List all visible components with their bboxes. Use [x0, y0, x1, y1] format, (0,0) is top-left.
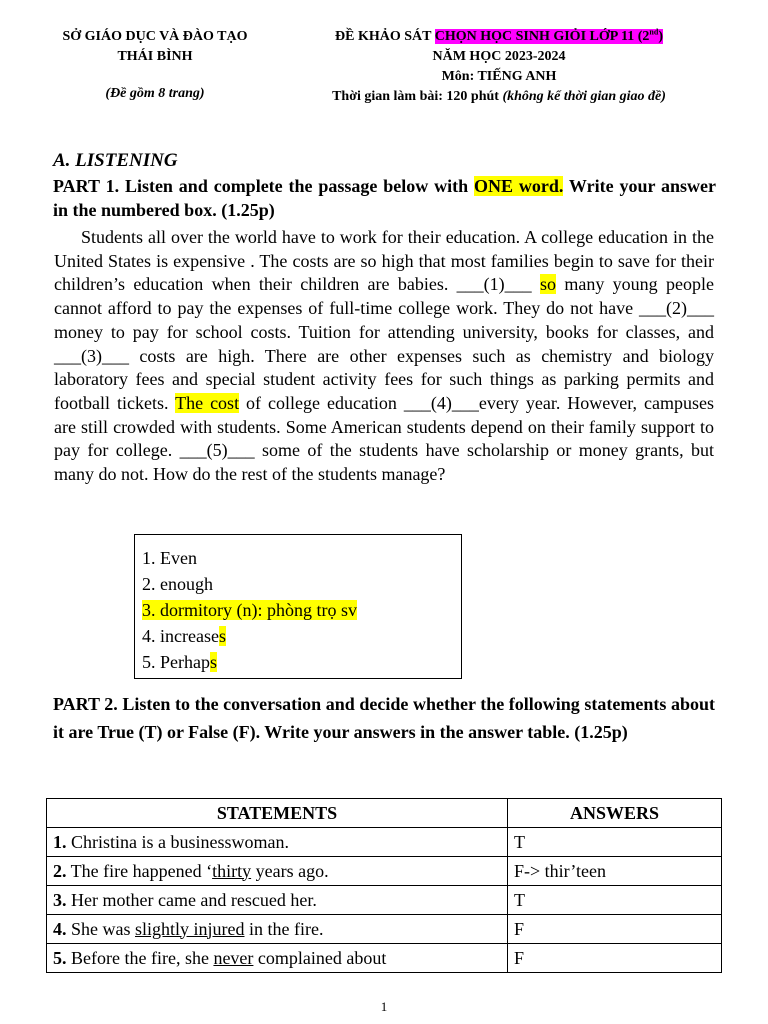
passage-text-3: many young people cannot afford to pay the expenses of full-time college work. They do not have ___(2)___ money to pay for school costs. Tuition for attending university, books for classes, and ___(3)___ costs are high. There are other expenses such as chemistry and biology laboratory fees and special student activity fees for such things as parking permits and football tickets. — [54, 274, 714, 413]
answer-4-main: 4. increase — [142, 626, 219, 646]
exam-title-close: ) — [658, 29, 663, 44]
exam-title-prefix: ĐỀ KHẢO SÁT — [335, 29, 435, 44]
subject: Môn: TIẾNG ANH — [441, 69, 557, 84]
answer-5-main: 5. Perhap — [142, 652, 210, 672]
table-row — [47, 857, 722, 886]
exam-title-highlight-text: CHỌN HỌC SINH GIỎI LỚP 11 (2 — [434, 29, 650, 44]
passage-text-1: Students all over the world have to work for their education. A college education in the United States is expensive . The costs are so high that most families begin to save for their children’s education when their children are babies. ___(1)___ — [54, 227, 714, 295]
answer-cell: T — [508, 828, 722, 857]
table-header-row — [47, 799, 722, 828]
answer-1: 1. Even — [142, 548, 197, 568]
statement-text: Before the fire, she — [66, 947, 214, 968]
passage-text-5: of college education ___(4)___every year. However, campuses are still crowded with students. Some American students depend on their family support to pay for college. ___(5)___ some of the students have scholarship or money grants, but many do not. How do the rest of the students manage? — [54, 392, 715, 485]
statement-underlined: never — [213, 947, 254, 968]
part1-text-1: PART 1. Listen and complete the passage below with — [53, 176, 475, 196]
statement-underlined: thirty — [212, 860, 252, 881]
passage-highlight-so: so — [540, 274, 557, 295]
statement-cell — [47, 886, 508, 915]
part1-text-3: Write your answer in the numbered box. (1.25p) — [53, 176, 716, 220]
passage-highlight-the-cost: The cost — [175, 392, 240, 413]
answer-cell: F — [508, 944, 722, 973]
page-number: 1 — [380, 999, 388, 1014]
statement-text: years ago. — [251, 860, 329, 881]
answer-cell: T — [508, 886, 722, 915]
province-name: THÁI BÌNH — [117, 49, 193, 64]
exam-title-highlight — [435, 29, 663, 44]
table-row — [47, 886, 722, 915]
statement-number: 1. — [53, 831, 67, 852]
answers-header: ANSWERS — [508, 799, 722, 828]
exam-time — [300, 87, 698, 107]
statement-text: Her mother came and rescued her. — [66, 889, 317, 910]
statement-text: in the fire. — [244, 918, 324, 939]
exam-time-main: Thời gian làm bài: 120 phút — [332, 89, 503, 104]
header-left — [40, 27, 270, 104]
passage-paragraph — [54, 226, 714, 487]
statement-text: Christina is a businesswoman. — [66, 831, 289, 852]
part2-instructions: PART 2. Listen to the conversation and decide whether the following statements about it are True (T) or False (F). Write your answers in the answer table. (1.25p) — [53, 694, 715, 742]
page-count-note: (Đề gồm 8 trang) — [105, 86, 205, 101]
statement-number: 5. — [53, 947, 67, 968]
answer-cell: F — [508, 915, 722, 944]
statement-number: 3. — [53, 889, 67, 910]
statement-text: She was — [66, 918, 135, 939]
answer-5 — [142, 649, 461, 675]
table-row — [47, 828, 722, 857]
answer-3-text: 3. dormitory (n): phòng trọ sv — [142, 600, 357, 620]
department-name: SỞ GIÁO DỤC VÀ ĐÀO TẠO — [62, 29, 248, 44]
answer-3 — [142, 597, 461, 623]
table-row — [47, 944, 722, 973]
statements-table — [46, 798, 722, 973]
table-row — [47, 915, 722, 944]
school-year: NĂM HỌC 2023-2024 — [432, 49, 566, 64]
answer-5-tail: s — [209, 652, 217, 672]
statement-cell — [47, 828, 508, 857]
section-a-heading: A. LISTENING — [53, 150, 178, 171]
exam-time-note: (không kể thời gian giao đề) — [502, 89, 666, 104]
answer-4-tail: s — [218, 626, 226, 646]
statement-number: 2. — [53, 860, 67, 881]
statement-text: complained about — [253, 947, 387, 968]
statement-cell — [47, 857, 508, 886]
statement-cell — [47, 915, 508, 944]
statements-header: STATEMENTS — [47, 799, 508, 828]
listening-passage — [54, 226, 714, 487]
part1-one-word: ONE word. — [474, 176, 564, 196]
header-right — [300, 27, 698, 107]
statement-text: The fire happened ‘ — [66, 860, 213, 881]
answer-2: 2. enough — [142, 574, 213, 594]
answer-4 — [142, 623, 461, 649]
statement-number: 4. — [53, 918, 67, 939]
part1-instructions — [53, 174, 716, 222]
statement-underlined: slightly injured — [135, 918, 245, 939]
exam-title — [300, 27, 698, 47]
statement-cell — [47, 944, 508, 973]
answer-box — [134, 534, 462, 679]
exam-title-sup: nd — [649, 27, 659, 37]
answer-cell: F-> thir’teen — [508, 857, 722, 886]
